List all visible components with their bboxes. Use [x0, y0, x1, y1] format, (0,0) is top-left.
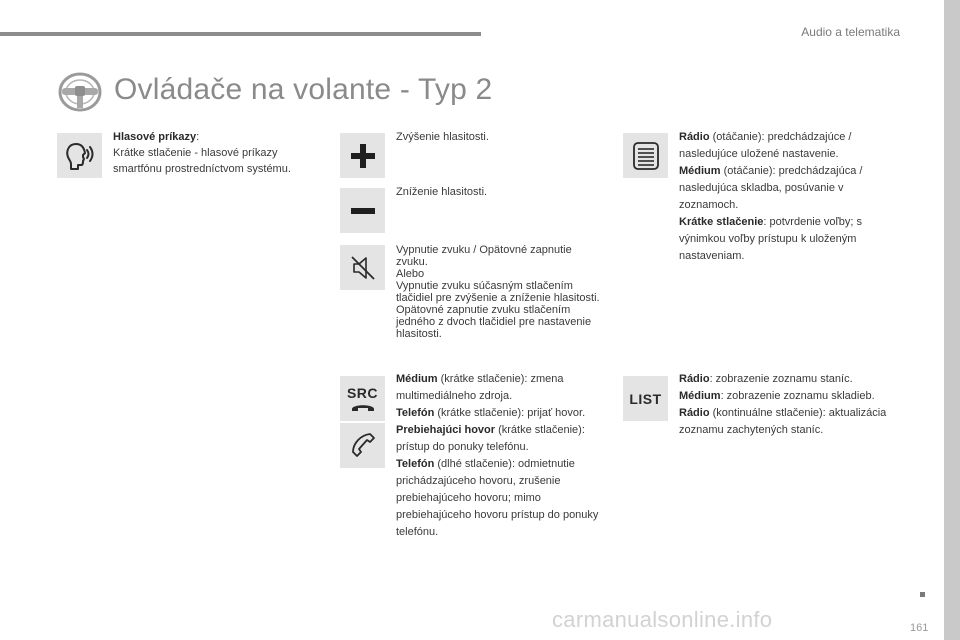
wheel-radio-text: (otáčanie): predchádzajúce / nasledujúce uložené nastavenie.: [679, 131, 852, 160]
section-name: Audio a telematika: [801, 25, 900, 39]
phone-tile: [340, 423, 385, 468]
page-title: Ovládače na volante - Typ 2: [114, 73, 493, 106]
watermark: carmanualsonline.info: [552, 607, 773, 632]
mute-text-1: Vypnutie zvuku / Opätovné zapnutie zvuku.: [396, 244, 572, 268]
header-rule: [0, 32, 481, 36]
list-media-text: : zobrazenie zoznamu skladieb.: [720, 390, 875, 402]
src-phone-long-heading: Telefón: [396, 458, 435, 470]
src-tile: [340, 376, 385, 421]
voice-command-icon: [62, 138, 98, 174]
voice-command-tile: [57, 133, 102, 178]
voice-command-colon: :: [196, 131, 200, 143]
src-phone-long-text: (dlhé stlačenie): odmietnutie prichádzajúceho hovoru, zrušenie prebiehajúceho hovoru; mimo prebiehajúceho hovoru prístup do ponuky telefónu.: [396, 458, 599, 538]
src-phone-heading: Telefón: [396, 407, 435, 419]
list-media-heading: Médium: [679, 390, 721, 402]
steering-wheel-icon: [58, 72, 102, 112]
thumbwheel-icon: [631, 141, 661, 171]
page-number: 161: [910, 622, 929, 634]
src-media-heading: Médium: [396, 373, 438, 385]
plus-icon: [350, 143, 376, 169]
src-media-text: (krátke stlačenie): zmena multimediálneho zdroja.: [396, 373, 564, 402]
mute-tile: [340, 245, 385, 290]
src-phone-text: (krátke stlačenie): prijať hovor.: [434, 407, 586, 419]
mute-text-4: Opätovné zapnutie zvuku stlačením jedného z dvoch tlačidiel pre nastavenie hlasitosti.: [396, 304, 592, 340]
mute-text-2: Alebo: [396, 268, 425, 280]
list-tile: [623, 376, 668, 421]
thumbwheel-tile: [623, 133, 668, 178]
voice-command-description: [113, 129, 328, 177]
list-description: [679, 371, 899, 439]
list-cont-heading: Rádio: [679, 407, 710, 419]
mute-icon: [346, 251, 380, 285]
wheel-media-text: (otáčanie): predchádzajúca / nasledujúca skladba, posúvanie v zoznamoch.: [679, 165, 863, 211]
voice-command-heading: Hlasové príkazy: [113, 131, 197, 143]
src-description: [396, 371, 606, 541]
thumbwheel-description: [679, 129, 899, 265]
volume-down-tile: [340, 188, 385, 233]
page-marker: [920, 592, 925, 597]
list-radio-heading: Rádio: [679, 373, 710, 385]
voice-command-text: Krátke stlačenie - hlasové príkazy smartfónu prostredníctvom systému.: [113, 147, 291, 175]
volume-up-description: Zvýšenie hlasitosti.: [396, 131, 489, 143]
mute-description: [396, 244, 606, 340]
volume-up-tile: [340, 133, 385, 178]
list-label: LIST: [629, 390, 662, 407]
phone-handset-icon: [348, 431, 378, 461]
list-cont-text: (kontinuálne stlačenie): aktualizácia zoznamu zachytených staníc.: [679, 407, 887, 436]
src-call-text: (krátke stlačenie): prístup do ponuky telefónu.: [396, 424, 585, 453]
wheel-short-text: : potvrdenie voľby; s výnimkou voľby prístupu k uloženým nastaveniam.: [679, 216, 862, 262]
list-radio-text: : zobrazenie zoznamu staníc.: [709, 373, 853, 385]
wheel-radio-heading: Rádio: [679, 131, 710, 143]
volume-down-description: Zníženie hlasitosti.: [396, 186, 488, 198]
minus-icon: [350, 198, 376, 224]
mute-text-3: Vypnutie zvuku súčasným stlačením tlačidiel pre zvýšenie a zníženie hlasitosti.: [396, 280, 600, 304]
src-call-heading: Prebiehajúci hovor: [396, 424, 496, 436]
wheel-short-heading: Krátke stlačenie: [679, 216, 764, 228]
right-margin-strip: [944, 0, 960, 640]
wheel-media-heading: Médium: [679, 165, 721, 177]
src-phone-icon: [350, 401, 376, 413]
src-label: SRC: [346, 384, 379, 401]
